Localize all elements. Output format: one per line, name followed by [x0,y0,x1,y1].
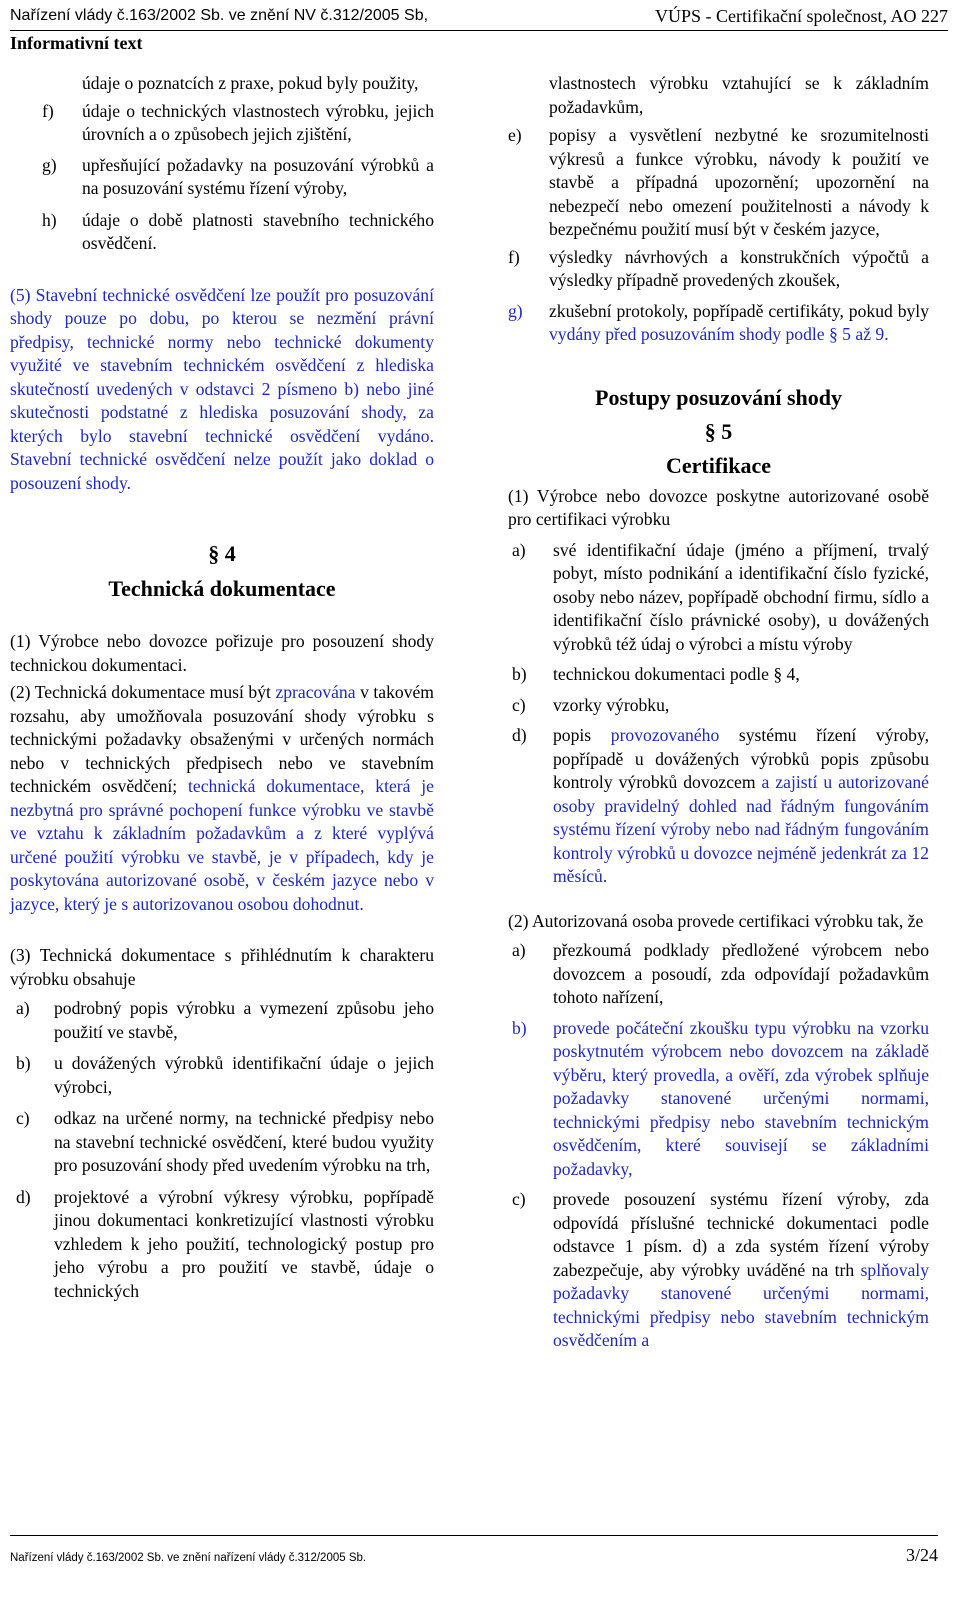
item-text: výsledky návrhových a konstrukčních výpočtů a výsledky případně provedených zkoušek, [549,246,929,290]
section-4-title: Technická dokumentace [108,576,336,601]
left-column [10,72,434,1303]
list-item [508,72,929,119]
item-label: c) [512,694,526,715]
s5-paragraph-2: (2) Autorizovaná osoba provede certifikaci výrobku tak, že [508,910,924,931]
item-label: a) [512,940,526,960]
item-text: vzorky výrobku, [553,694,670,715]
item-label: c) [512,1189,526,1209]
list-item-f [10,100,434,147]
item-text: projektové a výrobní výkresy výrobku, popřípadě jinou dokumentaci konkretizující vlastnosti výrobku vzhledem k jeho použití, technologický postup pro jeho výrobu a pro použití ve stavbě, údaje o technických [54,1186,434,1301]
item-label: c) [16,1108,30,1128]
list-item-b [508,663,929,687]
item-text: popisy a vysvětlení nezbytné ke srozumitelnosti výkresů a funkce výrobku, návody k použití ve stavbě a případná upozornění; upozornění na nebezpečí nebo omezení použitelnosti a návody k bezpečnému použití musí být v českém jazyce, [549,125,929,239]
list-item-a [10,997,434,1044]
list-item [10,72,434,96]
item-text: podrobný popis výrobku a vymezení způsobu jeho použití ve stavbě, [54,998,434,1042]
paragraph-5: (5) Stavební technické osvědčení lze použít pro posuzování shody pouze po dobu, po kterou se nezmění právní předpisy, technické normy nebo technické dokumenty využité ve stavebním technickém osvědčení z hlediska skutečností uvedených v odstavci 2 písmeno b) nebo jiné skutečnosti podstatné z hlediska posuzování shody, za kterých bylo stavební technické osvědčení vydáno. Stavební technické osvědčení nelze použít jako doklad o posouzení shody. [10,284,434,493]
s4-paragraph-2: (2) Technická dokumentace musí být zpracována v takovém rozsahu, aby umožňovala posuzování shody výrobku s technickými požadavky obsaženými v určených normách nebo v technických předpisech nebo ve stavebním technickém osvědčení; technická dokumentace, která je nezbytná pro správné pochopení funkce výrobku ve stavbě ve vztahu k základním požadavkům a z které vyplývá určené použití výrobku ve stavbě, je v případech, kdy je poskytována autorizované osobě, v českém jazyce nebo v jazyce, který je s autorizovanou osobou dohodnut. [10,682,434,914]
item-label: b) [16,1053,31,1073]
list-item-f [508,246,929,293]
item-label: e) [508,125,522,145]
item-label: a) [512,539,526,560]
list-item-e [508,124,929,242]
list-item-g [508,300,929,347]
footer-regulation: Nařízení vlády č.163/2002 Sb. ve znění nařízení vlády č.312/2005 Sb. [10,1552,367,1564]
header-regulation: Nařízení vlády č.163/2002 Sb. ve znění NV č.312/2005 Sb, [10,7,429,24]
list-item-d [508,724,929,889]
item-text: údaje o technických vlastnostech výrobku, jejich úrovních a o způsobech jejich zjištění, [82,100,434,144]
item-text: přezkoumá podklady předložené výrobcem nebo dovozcem a posoudí, zda odpovídají požadavkům tohoto nařízení, [553,940,929,1007]
item-text: odkaz na určené normy, na technické předpisy nebo na stavební technické osvědčení, které budou využity pro posuzování shody před uvedením výrobku na trh, [54,1108,434,1175]
item-text: popis provozovaného systému řízení výroby, popřípadě u dovážených výrobků popis způsobu kontroly výrobků dovozcem a zajistí u autorizované osoby pravidelný dohled nad řádným fungováním systému řízení výroby nebo nad řádným fungováním kontroly výrobků u dovozce nejméně jedenkrát za 12 měsíců. [553,725,930,886]
item-text: vlastnostech výrobku vztahující se k základním požadavkům, [549,73,929,117]
list-item-b [508,1017,929,1182]
item-text: své identifikační údaje (jméno a příjmení, trvalý pobyt, místo podnikání a identifikační číslo fyzické, osoby nebo název, popřípadě obchodní firmu, sídlo a identifikační číslo právnické osoby), u dovážených výrobků též údaj o výrobci a místu výroby [553,539,929,654]
item-text: zkušební protokoly, popřípadě certifikáty, pokud byly vydány před posuzováním shody podle § 5 až 9. [549,300,929,344]
list-item-c [508,1188,929,1353]
item-text: u dovážených výrobků identifikační údaje o jejich výrobci, [54,1053,434,1097]
header-company: VÚPS - Certifikační společnost, AO 227 [655,6,948,26]
list-item-g [10,154,434,201]
page-header [10,4,948,54]
header-rule [10,30,948,31]
item-text: údaje o poznatcích z praxe, pokud byly použity, [82,73,419,93]
section-heading: Postupy posuzování shody [595,384,842,410]
right-column [508,72,929,1353]
list-item-a [508,939,929,1010]
item-text: provede počáteční zkoušku typu výrobku na vzorku poskytnutém výrobcem nebo dovozcem na základě výběru, který provedla, a ověří, zda výrobek splňuje požadavky stanovené určenými normami, technickými předpisy nebo stavebním technickým osvědčením, které souvisejí se základními požadavky, [553,1017,929,1179]
page-footer [10,1535,938,1566]
list-item-c [10,1107,434,1178]
section-4-number: § 4 [208,541,236,566]
header-subtitle: Informativní text [10,33,143,53]
s5-paragraph-1: (1) Výrobce nebo dovozce poskytne autorizované osobě pro certifikaci výrobku [508,485,929,529]
item-text: údaje o době platnosti stavebního technického osvědčení. [82,209,434,253]
item-label: d) [512,725,527,745]
item-label: g) [508,300,523,321]
item-label: f) [42,100,54,121]
item-label: a) [16,998,30,1018]
list-item-d [10,1186,434,1304]
s4-paragraph-3: (3) Technická dokumentace s přihlédnutím k charakteru výrobku obsahuje [10,945,434,989]
s4-paragraph-1: (1) Výrobce nebo dovozce pořizuje pro posouzení shody technickou dokumentaci. [10,631,434,675]
item-label: h) [42,209,57,230]
section-5-number: § 5 [704,418,733,444]
item-text: upřesňující požadavky na posuzování výrobků a na posuzování systému řízení výroby, [82,154,434,198]
item-label: f) [508,246,520,267]
section-5-title: Certifikace [665,452,772,478]
list-item-c [508,694,929,718]
page-number: 3/24 [905,1545,938,1565]
item-label: b) [512,664,527,684]
list-item-h [10,209,434,256]
list-item-a [508,539,929,657]
item-label: g) [42,154,57,175]
item-label: b) [512,1017,527,1038]
item-label: d) [16,1186,31,1207]
list-item-b [10,1052,434,1099]
item-text: provede posouzení systému řízení výroby, zda odpovídá příslušné technické dokumentaci podle odstavce 1 písm. d) a zda systém řízení výroby zabezpečuje, aby výrobky uváděné na trh splňovaly požadavky stanovené určenými normami, technickými předpisy nebo stavebním technickým osvědčením a [553,1189,929,1350]
item-text: technickou dokumentaci podle § 4, [553,664,800,684]
